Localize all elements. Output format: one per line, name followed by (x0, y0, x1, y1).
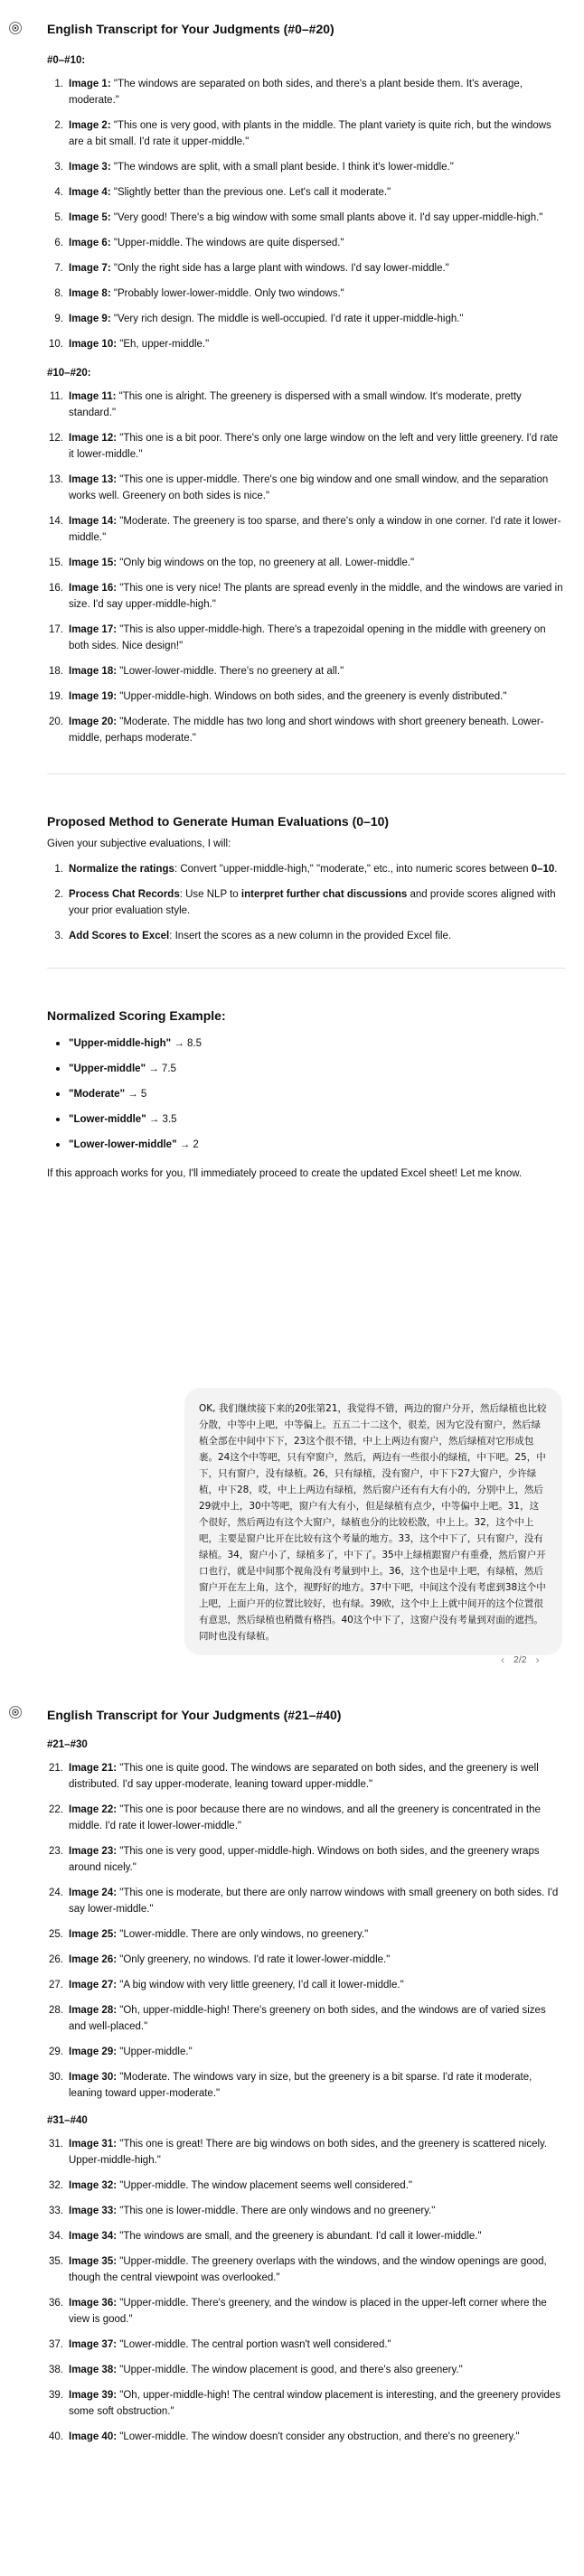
group-heading: #21–#30 (47, 1739, 88, 1750)
transcript-item (47, 663, 566, 679)
transcript-item (47, 2069, 566, 2102)
item-label: Image 36: (69, 2298, 118, 2309)
item-text: "Lower-middle. The central portion wasn't well considered." (119, 2339, 391, 2350)
transcript-item (47, 2203, 566, 2219)
item-label: Image 39: (69, 2390, 118, 2401)
item-number: 13. (49, 474, 63, 485)
step-emphasis: 0–10 (531, 864, 555, 875)
transcript-item (47, 2337, 566, 2353)
transcript-item (47, 2253, 566, 2286)
item-text: "This one is very good, with plants in the middle. The plant variety is quite rich, but the windows are a bit small. I'd rate it upper-middle." (69, 120, 551, 147)
item-text: "Eh, upper-middle." (119, 339, 210, 350)
transcript-item (47, 688, 566, 705)
item-number: 32. (49, 2180, 63, 2191)
transcript-item (47, 159, 566, 175)
item-label: Image 21: (69, 1763, 118, 1774)
method-step (47, 861, 566, 877)
item-text: "Upper-middle. The window placement is good, and there's also greenery." (119, 2365, 463, 2375)
item-text: "Moderate. The middle has two long and short windows with short greenery beneath. Lower-middle, perhaps moderate." (69, 717, 544, 744)
method-step (47, 928, 566, 944)
step-text: : Use NLP to (179, 889, 241, 900)
transcript-list (47, 1760, 566, 2102)
item-label: Image 33: (69, 2206, 118, 2216)
item-label: Image 28: (69, 2005, 118, 2016)
item-text: "Only the right side has a large plant with windows. I'd say lower-middle." (113, 263, 449, 274)
transcript-item (47, 714, 566, 746)
scoring-value: → 5 (125, 1089, 147, 1100)
transcript-item (47, 622, 566, 654)
item-number: 23. (49, 1846, 63, 1857)
item-text: "Oh, upper-middle-high! There's greenery on both sides, and the windows are of varied sizes and well-placed." (69, 2005, 546, 2032)
item-text: "Only greenery, no windows. I'd rate it lower-lower-middle." (119, 1954, 391, 1965)
item-label: Image 34: (69, 2231, 118, 2242)
item-label: Image 35: (69, 2256, 118, 2267)
item-label: Image 7: (69, 263, 111, 274)
item-text: "Upper-middle." (119, 2047, 193, 2057)
transcript-item (47, 117, 566, 150)
step-number: 1. (54, 864, 63, 875)
item-label: Image 6: (69, 238, 111, 248)
scoring-value: → 8.5 (171, 1038, 203, 1049)
item-label: Image 18: (69, 666, 118, 677)
scoring-label: "Lower-lower-middle" (69, 1139, 177, 1150)
step-text: : Insert the scores as a new column in the provided Excel file. (169, 931, 452, 941)
item-text: "This one is great! There are big windows on both sides, and the greenery is scattered nicely. Upper-middle-high." (69, 2139, 548, 2166)
item-number: 25. (49, 1929, 63, 1940)
item-label: Image 24: (69, 1888, 118, 1898)
item-text: "This one is a bit poor. There's only one large window on the left and very little greenery. I'd rate it lower-middle." (69, 433, 559, 460)
transcript-item (47, 2178, 566, 2194)
item-number: 4. (54, 187, 63, 198)
item-text: "This one is upper-middle. There's one big window and one small window, and the separation works well. Greenery on both sides is nice." (69, 474, 549, 501)
item-label: Image 20: (69, 717, 118, 727)
transcript-item (47, 2362, 566, 2378)
item-text: "A big window with very little greenery, I'd call it lower-middle." (119, 1980, 404, 1991)
item-text: "This one is lower-middle. There are only windows and no greenery." (119, 2206, 436, 2216)
item-label: Image 12: (69, 433, 118, 444)
item-text: "Moderate. The windows vary in size, but the greenery is a bit sparse. I'd rate it moderate, leaning toward upper-moderate." (69, 2072, 532, 2099)
transcript-item (47, 2228, 566, 2244)
item-label: Image 22: (69, 1804, 118, 1815)
scoring-value: → 7.5 (146, 1063, 176, 1074)
item-label: Image 38: (69, 2365, 118, 2375)
item-label: Image 37: (69, 2339, 118, 2350)
transcript-item (47, 76, 566, 108)
item-label: Image 40: (69, 2431, 118, 2442)
method-steps (47, 861, 566, 944)
item-text: "Upper-middle. The greenery overlaps with the windows, and the window openings are good, though the central viewpoint was overlooked." (69, 2256, 547, 2283)
transcript-item (47, 184, 566, 201)
scoring-item (47, 1137, 566, 1153)
transcript-item (47, 1926, 566, 1943)
step-number: 3. (54, 931, 63, 941)
item-number: 28. (49, 2005, 63, 2016)
transcript-item (47, 2295, 566, 2328)
item-number: 21. (49, 1763, 63, 1774)
item-number: 15. (49, 557, 63, 568)
item-text: "This is also upper-middle-high. There's a trapezoidal opening in the middle with greenery on both sides. Nice design!" (69, 624, 546, 651)
scoring-item (47, 1035, 566, 1052)
item-number: 16. (49, 583, 63, 594)
item-number: 2. (54, 120, 63, 131)
item-label: Image 10: (69, 339, 118, 350)
item-text: "Upper-middle. The window placement seems well considered." (119, 2180, 412, 2191)
item-number: 40. (49, 2431, 63, 2442)
transcript-item (47, 430, 566, 463)
item-text: "Lower-middle. There are only windows, no greenery." (119, 1929, 369, 1940)
item-number: 18. (49, 666, 63, 677)
step-emphasis: interpret further chat discussions (240, 889, 408, 900)
scoring-list (47, 1035, 566, 1153)
scoring-item (47, 1061, 566, 1077)
transcript-item (47, 260, 566, 276)
item-number: 22. (49, 1804, 63, 1815)
item-label: Image 16: (69, 583, 118, 594)
item-text: "This one is quite good. The windows are separated on both sides, and the greenery is well distributed. I'd say upper-moderate, leaning toward upper-middle." (69, 1763, 539, 1790)
section-title: English Transcript for Your Judgments (#0–#20) (47, 22, 334, 36)
transcript-item (47, 1885, 566, 1917)
item-number: 10. (49, 339, 63, 350)
transcript-item (47, 2002, 566, 2035)
scoring-item (47, 1086, 566, 1102)
transcript-item (47, 1977, 566, 1993)
item-label: Image 27: (69, 1980, 118, 1991)
item-number: 7. (54, 263, 63, 274)
transcript-item (47, 580, 566, 613)
divider (47, 773, 566, 774)
step-label: Normalize the ratings (69, 864, 174, 875)
step-text: : Convert "upper-middle-high," "moderate," etc., into numeric scores between (174, 864, 532, 875)
scoring-label: "Upper-middle" (69, 1063, 146, 1074)
item-text: "This one is very nice! The plants are spread evenly in the middle, and the windows are varied in size. I'd say upper-middle-high." (69, 583, 563, 610)
transcript-item (47, 513, 566, 546)
transcript-item (47, 336, 566, 352)
item-number: 14. (49, 516, 63, 527)
item-number: 6. (54, 238, 63, 248)
transcript-item (47, 210, 566, 226)
item-label: Image 25: (69, 1929, 118, 1940)
scoring-label: "Upper-middle-high" (69, 1038, 172, 1049)
transcript-list (47, 76, 566, 352)
step-label: Add Scores to Excel (69, 931, 170, 941)
item-label: Image 15: (69, 557, 118, 568)
item-number: 24. (49, 1888, 63, 1898)
item-text: "Very good! There's a big window with some small plants above it. I'd say upper-middle-high." (113, 212, 543, 223)
transcript-item (47, 286, 566, 302)
scoring-item (47, 1111, 566, 1128)
item-number: 30. (49, 2072, 63, 2083)
item-number: 19. (49, 691, 63, 702)
item-label: Image 1: (69, 79, 111, 89)
transcript-list (47, 2136, 566, 2445)
item-text: "The windows are split, with a small plant beside. I think it's lower-middle." (113, 162, 454, 173)
item-label: Image 31: (69, 2139, 118, 2150)
transcript-item (47, 1760, 566, 1793)
transcript-item (47, 1802, 566, 1834)
transcript-item (47, 555, 566, 571)
section-title: English Transcript for Your Judgments (#21–#40) (47, 1708, 342, 1722)
item-number: 36. (49, 2298, 63, 2309)
item-number: 35. (49, 2256, 63, 2267)
item-label: Image 13: (69, 474, 118, 485)
item-number: 38. (49, 2365, 63, 2375)
method-step (47, 886, 566, 919)
transcript-item (47, 1843, 566, 1876)
item-number: 31. (49, 2139, 63, 2150)
item-label: Image 30: (69, 2072, 118, 2083)
openai-logo-icon (11, 23, 20, 33)
item-text: "Moderate. The greenery is too sparse, and there's only a window in one corner. I'd rate it lower-middle." (69, 516, 561, 543)
item-label: Image 11: (69, 391, 117, 402)
item-text: "This one is moderate, but there are only narrow windows with small greenery on both sides. I'd say lower-middle." (69, 1888, 559, 1915)
item-number: 5. (54, 212, 63, 223)
assistant-avatar (9, 22, 22, 34)
group-heading: #0–#10: (47, 55, 86, 66)
item-text: "Upper-middle. There's greenery, and the window is placed in the upper-left corner where the view is good." (69, 2298, 547, 2325)
group-heading: #31–#40 (47, 2115, 88, 2126)
item-number: 17. (49, 624, 63, 635)
openai-logo-icon (11, 1708, 20, 1717)
item-text: "Upper-middle-high. Windows on both sides, and the greenery is evenly distributed." (119, 691, 507, 702)
item-text: "Lower-middle. The window doesn't consider any obstruction, and there's no greenery." (119, 2431, 520, 2442)
item-text: "Slightly better than the previous one. Let's call it moderate." (113, 187, 391, 198)
item-text: "The windows are small, and the greenery is abundant. I'd call it lower-middle." (119, 2231, 482, 2242)
item-label: Image 26: (69, 1954, 118, 1965)
item-number: 27. (49, 1980, 63, 1991)
transcript-item (47, 2044, 566, 2060)
item-label: Image 17: (69, 624, 118, 635)
item-label: Image 9: (69, 314, 111, 324)
item-number: 9. (54, 314, 63, 324)
item-text: "This one is alright. The greenery is dispersed with a small window. It's moderate, pretty standard." (69, 391, 522, 418)
item-label: Image 14: (69, 516, 118, 527)
item-number: 26. (49, 1954, 63, 1965)
assistant-message-2 (47, 1706, 566, 2454)
item-number: 39. (49, 2390, 63, 2401)
item-label: Image 19: (69, 691, 118, 702)
user-message-bubble (184, 1388, 562, 1655)
assistant-message-1 (47, 20, 566, 1182)
item-number: 33. (49, 2206, 63, 2216)
intro-text: Given your subjective evaluations, I will: (47, 838, 231, 849)
item-label: Image 2: (69, 120, 111, 131)
item-number: 1. (54, 79, 63, 89)
step-label: Process Chat Records (69, 889, 180, 900)
item-number: 8. (54, 288, 63, 299)
section-title: Normalized Scoring Example: (47, 1008, 226, 1023)
chevron-left-icon[interactable]: ‹ (501, 1653, 504, 1666)
assistant-avatar (9, 1706, 22, 1719)
item-number: 3. (54, 162, 63, 173)
message-version-pager (501, 1652, 540, 1668)
transcript-item (47, 235, 566, 251)
item-text: "The windows are separated on both sides, and there's a plant beside them. It's average, moderate." (69, 79, 523, 106)
item-label: Image 3: (69, 162, 111, 173)
transcript-item (47, 2387, 566, 2420)
chevron-right-icon[interactable]: › (535, 1653, 540, 1666)
item-label: Image 4: (69, 187, 111, 198)
scoring-value: → 3.5 (146, 1114, 177, 1125)
item-text: "Very rich design. The middle is well-occupied. I'd rate it upper-middle-high." (113, 314, 464, 324)
item-number: 11. (49, 391, 63, 402)
scoring-value: → 2 (176, 1139, 199, 1150)
group-heading: #10–#20: (47, 368, 91, 379)
divider (47, 968, 566, 969)
item-label: Image 5: (69, 212, 111, 223)
item-text: "This one is poor because there are no windows, and all the greenery is concentrated in the middle. I'd rate it lower-lower-middle." (69, 1804, 541, 1831)
item-text: "Oh, upper-middle-high! The central window placement is interesting, and the greenery provides some soft obstruction." (69, 2390, 561, 2417)
transcript-list (47, 389, 566, 746)
item-number: 34. (49, 2231, 63, 2242)
closing-text: If this approach works for you, I'll immediately proceed to create the updated Excel sheet! Let me know. (47, 1168, 523, 1179)
user-message-text: OK, 我们继续接下来的20张第21，我觉得不错，两边的窗户分开，然后绿植也比较分散，中等中上吧，中等偏上。五五二十二这个，很差，因为它没有窗户，然后绿植全部在中间中下下，23这个很不错，中上上两边有窗户，然后绿植对它形成包裹。24这个中等吧，只有窄窗户，然后，两边有一些很小的绿植，中下吧。25，中下，只有窗户，没有绿植。26，只有绿植，没有窗户，中下下27大窗户，少许绿植，中下28，哎，中上上两边有绿植，然后窗户还有有大有小的，分别中上，然后29就中上，30中等吧，窗户有大有小，但是绿植有点少，中等偏中上吧。31，这个很好，然后两边有这个大窗户，绿植也分的比较松散，中上上。32，这个中上吧，主要是窗户比开在比较有这个考量的地方。33，这个中下了，只有窗户，没有绿植。34，窗户小了，绿植多了，中下了。35中上绿植跟窗户有重叠，然后窗户开口也行，就是中间那个视角没有考量到中上。36，这个也是中上吧，有绿植，然后窗户开在左上角，这个，视野好的地方。37中下吧，中间这个没有考虑到38这个中上吧，上面户开的位置比较好，也有绿。39欧，这个中上上就中间开的这个位置很有意思，然后绿植也稍微有格挡。40这个中下了，这窗户没有考量到对面的遮挡。同时也没有绿植。 (199, 1403, 547, 1642)
item-label: Image 8: (69, 288, 111, 299)
item-label: Image 23: (69, 1846, 118, 1857)
pager-count: 2/2 (513, 1654, 527, 1665)
item-label: Image 32: (69, 2180, 118, 2191)
step-number: 2. (54, 889, 63, 900)
transcript-item (47, 2429, 566, 2445)
item-text: "This one is very good, upper-middle-high. Windows on both sides, and the greenery wraps around nicely." (69, 1846, 540, 1873)
scoring-label: "Lower-middle" (69, 1114, 146, 1125)
transcript-item (47, 2136, 566, 2169)
item-text: "Lower-lower-middle. There's no greenery at all." (119, 666, 344, 677)
transcript-item (47, 311, 566, 327)
section-title: Proposed Method to Generate Human Evaluations (0–10) (47, 814, 390, 829)
item-text: "Only big windows on the top, no greenery at all. Lower-middle." (119, 557, 415, 568)
transcript-item (47, 472, 566, 504)
scoring-label: "Moderate" (69, 1089, 126, 1100)
item-number: 29. (49, 2047, 63, 2057)
item-number: 37. (49, 2339, 63, 2350)
transcript-item (47, 1952, 566, 1968)
item-number: 12. (49, 433, 63, 444)
transcript-item (47, 389, 566, 421)
item-label: Image 29: (69, 2047, 118, 2057)
step-text-end: and provide scores aligned with your prior evaluation style. (69, 889, 556, 916)
item-text: "Upper-middle. The windows are quite dispersed." (113, 238, 344, 248)
item-number: 20. (49, 717, 63, 727)
item-text: "Probably lower-lower-middle. Only two windows." (113, 288, 344, 299)
step-text-end: . (554, 864, 558, 875)
